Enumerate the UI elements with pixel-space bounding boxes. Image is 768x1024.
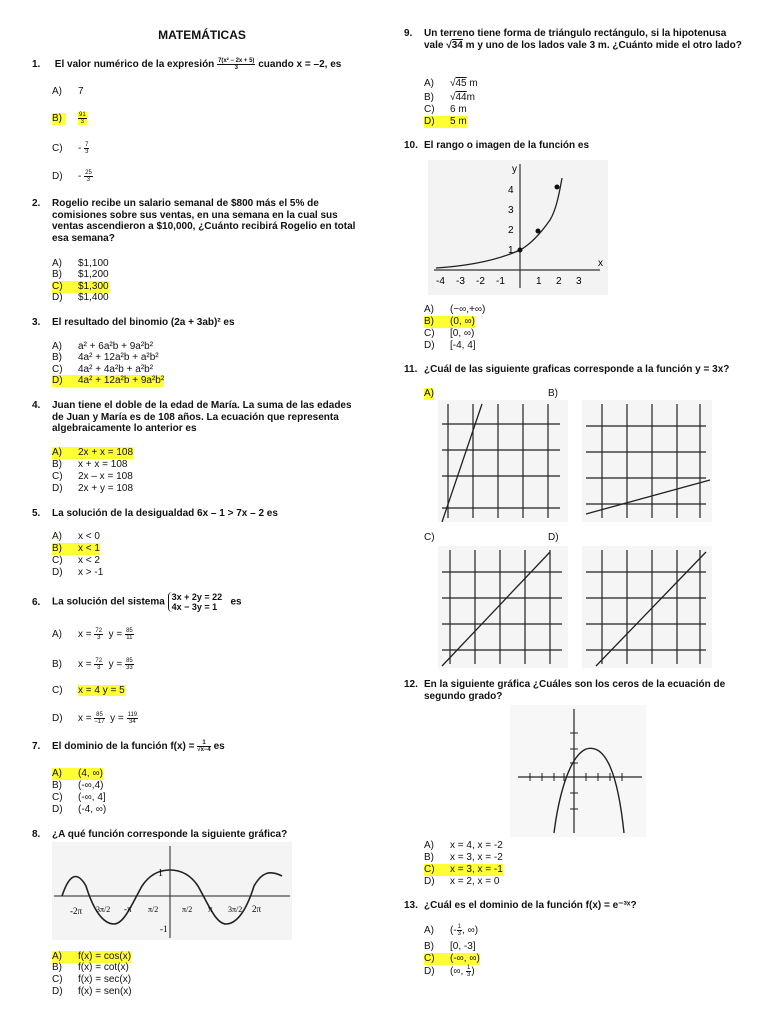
tick-label: π/2: [148, 905, 159, 914]
q6-option-a[interactable]: A) x = $\frac{72}{3}$ y = $\frac{85}{11}$: [52, 628, 133, 641]
q8-option-c[interactable]: C) f(x) = sec(x): [52, 974, 132, 985]
q2-option-b[interactable]: B) $1,200: [52, 269, 109, 280]
q4-option-b[interactable]: B) x + x = 108: [52, 459, 128, 470]
grid-graph-b: [582, 400, 712, 522]
q10-option-a[interactable]: A) (−∞,+∞): [424, 304, 486, 315]
tick-label: 1: [508, 245, 514, 256]
q11-option-d[interactable]: D): [548, 532, 559, 543]
q5-option-b[interactable]: B) x < 1: [52, 543, 100, 554]
tick-label: -3: [456, 276, 465, 287]
exponential-graph: [428, 160, 608, 295]
q5-option-d[interactable]: D) x > -1: [52, 567, 104, 578]
q7-option-c[interactable]: C) (-∞, 4]: [52, 792, 106, 803]
grid-graph-d: [582, 546, 712, 668]
q8-option-a[interactable]: A) f(x) = cos(x): [52, 951, 132, 962]
q9-option-d[interactable]: D) 5 m: [424, 116, 467, 127]
q8-option-d[interactable]: D) f(x) = sen(x): [52, 986, 132, 997]
q7-option-b[interactable]: B) (-∞,4): [52, 780, 104, 791]
q3-option-d[interactable]: D) 4a² + 12a²b + 9a²b²: [52, 375, 165, 386]
question-6: 6. La solución del sistema 3x + 2y = 22 4x − 3y = 1 es: [32, 592, 242, 612]
q2-option-d[interactable]: D) $1,400: [52, 292, 109, 303]
q6-option-c[interactable]: C) x = 4 y = 5: [52, 685, 125, 696]
tick-label: -2: [476, 276, 485, 287]
q4-option-d[interactable]: D) 2x + y = 108: [52, 483, 134, 494]
question-4: 4. Juan tiene el doble de la edad de María. La suma de las edades de Juan y María es de 108 años. La ecuación que representa algebraicamente lo anterior es: [32, 400, 352, 434]
graph-label-minus-one: -1: [160, 924, 168, 934]
q13-option-c[interactable]: C) (-∞, ∞): [424, 953, 480, 964]
q11-option-b[interactable]: B): [548, 388, 558, 399]
tick-label: 3: [508, 205, 514, 216]
q13-option-b[interactable]: B) [0, -3]: [424, 941, 476, 952]
q9-option-b[interactable]: B) √44m: [424, 92, 475, 103]
tick-label: -1: [496, 276, 505, 287]
q9-option-a[interactable]: A) √45 m: [424, 78, 478, 89]
tick-label: 3: [576, 276, 582, 287]
tick-label: 2: [508, 225, 514, 236]
q1-option-b[interactable]: B) $\frac{91}{3}$: [52, 112, 86, 125]
q1-option-c[interactable]: C) - $\frac{7}{3}$: [52, 142, 89, 155]
question-1: 1. El valor numérico de la expresión $\frac{\text{7(x² − 2x + 5)}}{3}$ cuando x = –2, es: [32, 58, 342, 71]
q13-option-a[interactable]: A) (- $\frac{1}{3}$ , ∞): [424, 924, 479, 937]
q11-option-a[interactable]: A): [424, 388, 434, 399]
question-7: 7. El dominio de la función f(x) = $\frac{1}{√x-4}$ es: [32, 740, 225, 753]
q7-option-a[interactable]: A) (4, ∞): [52, 768, 103, 779]
q6-option-d[interactable]: D) x = $\frac{85}{-17}$ y = $\frac{119}{34}$: [52, 712, 138, 725]
q4-option-a[interactable]: A) 2x + x = 108: [52, 447, 134, 458]
tick-label: π/2: [182, 905, 193, 914]
equation-system: 3x + 2y = 22 4x − 3y = 1: [168, 592, 223, 612]
y-axis-label: y: [512, 164, 517, 175]
question-8: 8. ¿A qué función corresponde la siguiente gráfica?: [32, 829, 288, 840]
tick-label: 1: [536, 276, 542, 287]
q10-option-c[interactable]: C) [0, ∞): [424, 328, 475, 339]
question-5: 5. La solución de la desigualdad 6x – 1 > 7x – 2 es: [32, 508, 278, 519]
page-title: MATEMÁTICAS: [158, 28, 246, 42]
q12-option-c[interactable]: C) x = 3, x = -1: [424, 864, 503, 875]
question-2: 2. Rogelio recibe un salario semanal de $800 más el 5% de comisiones sobre sus ventas, en una semana en la cual sus ventas ascendieron a $10,000, ¿Cuánto recibirá Rogelio en total esa semana?: [32, 198, 356, 244]
q2-option-a[interactable]: A) $1,100: [52, 258, 109, 269]
q9-option-c[interactable]: C) 6 m: [424, 104, 467, 115]
q10-option-d[interactable]: D) [-4, 4]: [424, 340, 476, 351]
tick-label: 2: [556, 276, 562, 287]
question-11: 11. ¿Cuál de las siguiente graficas corresponde a la función y = 3x?: [404, 364, 730, 375]
tick-label: 4: [508, 185, 514, 196]
question-3: 3. El resultado del binomio (2a + 3ab)² es: [32, 317, 235, 328]
cosine-graph: [52, 842, 292, 940]
tick-label: 3π/2: [96, 905, 111, 914]
tick-label: -4: [436, 276, 445, 287]
question-13: 13. ¿Cuál es el dominio de la función f(x) = e⁻³ˣ?: [404, 900, 637, 911]
q12-option-b[interactable]: B) x = 3, x = -2: [424, 852, 503, 863]
q6-option-b[interactable]: B) x = $\frac{72}{3}$ y = $\frac{85}{33}$: [52, 658, 133, 671]
q12-option-d[interactable]: D) x = 2, x = 0: [424, 876, 500, 887]
q3-option-b[interactable]: B) 4a² + 12a²b + a²b²: [52, 352, 159, 363]
q4-option-c[interactable]: C) 2x – x = 108: [52, 471, 133, 482]
tick-label: -2π: [70, 906, 83, 916]
expression-fraction: $\frac{\text{7(x² − 2x + 5)}}{3}$: [218, 58, 255, 71]
grid-graph-a: [438, 400, 568, 522]
q2-option-c[interactable]: C) $1,300: [52, 281, 109, 292]
q3-option-a[interactable]: A) a² + 6a²b + 9a²b²: [52, 341, 154, 352]
q13-option-d[interactable]: D) (∞, $\frac{1}{3}$ ): [424, 965, 475, 978]
q3-option-c[interactable]: C) 4a² + 4a²b + a²b²: [52, 364, 154, 375]
question-9: 9. Un terreno tiene forma de triángulo rectángulo, si la hipotenusa vale √34 m y uno de los lados vale 3 m. ¿Cuánto mide el otro lado?: [404, 28, 742, 51]
q1-option-a[interactable]: A) 7: [52, 86, 84, 97]
tick-label: π: [208, 904, 213, 914]
q5-option-c[interactable]: C) x < 2: [52, 555, 100, 566]
question-10: 10. El rango o imagen de la función es: [404, 140, 590, 151]
q7-option-d[interactable]: D) (-4, ∞): [52, 804, 107, 815]
q10-option-b[interactable]: B) (0, ∞): [424, 316, 475, 327]
tick-label: 2π: [252, 904, 262, 914]
q12-option-a[interactable]: A) x = 4, x = -2: [424, 840, 503, 851]
grid-graph-c: [438, 546, 568, 668]
graph-label-one: 1: [158, 868, 163, 879]
tick-label: -π: [124, 904, 132, 914]
q8-option-b[interactable]: B) f(x) = cot(x): [52, 962, 129, 973]
x-axis-label: x: [598, 258, 603, 269]
parabola-graph: [510, 705, 646, 837]
q5-option-a[interactable]: A) x < 0: [52, 531, 100, 542]
q1-option-d[interactable]: D) - $\frac{25}{3}$: [52, 170, 92, 183]
q11-option-c[interactable]: C): [424, 532, 435, 543]
question-12: 12. En la siguiente gráfica ¿Cuáles son los ceros de la ecuación de segundo grado?: [404, 679, 726, 702]
tick-label: 3π/2: [228, 905, 243, 914]
